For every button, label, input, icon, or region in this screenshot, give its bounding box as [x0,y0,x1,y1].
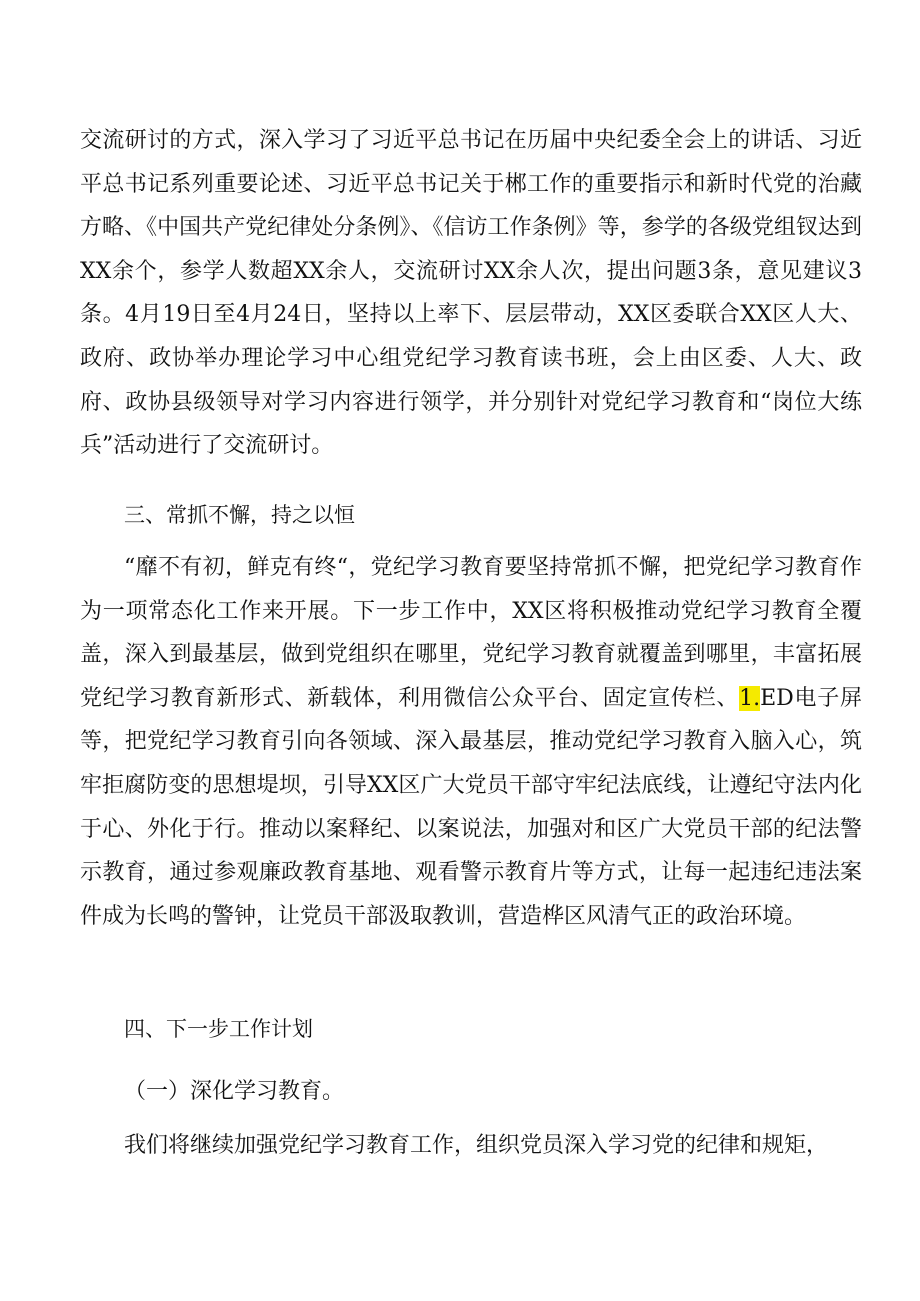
paragraph-deepen-study: 我们将继续加强党纪学习教育工作，组织党员深入学习党的纪律和规矩， [124,1133,829,1158]
section-heading-four: 四、下一步工作计划 [124,1017,313,1041]
section-heading-three: 三、常抓不懈，持之以恒 [124,503,355,527]
paragraph-study-activities: 交流研讨的方式，深入学习了习近平总书记在历届中央纪委全会上的讲话、习近平总书记系列重要论述、习近平总书记关于郴工作的重要指示和新时代党的治藏方略、《中国共产党纪律处分条例》、《信访工作条例》等，参学的各级党组钗达到XX余个，参学人数超XX余人，交流研讨XX余人次，提出问题3条，意见建议3条。4月19日至4月24日，坚持以上率下、层层带动，XX区委联合XX区人大、政府、政协举办理论学习中心组党纪学习教育读书班，会上由区委、人大、政府、政协县级领导对学习内容进行领学，并分别针对党纪学习教育和“岗位大练兵”活动进行了交流研讨。 [80,128,862,459]
paragraph-persistence-text-b: ED电子屏等，把党纪学习教育引向各领域、深入最基层，推动党纪学习教育入脑入心，筑牢拒腐防变的思想堤坝，引导XX区广大党员干部守牢纪法底线，让遵纪守法内化于心、外化于行。推动以案释纪、以案说法，加强对和区广大党员干部的纪法警示教育，通过参观廉政教育基地、观看警示教育片等方式，让每一起违纪违法案件成为长鸣的警钟，让党员干部汲取教训，营造桦区风清气正的政治环境。 [80,685,862,929]
paragraph-persistence-text-a: “靡不有初，鲜克有终“，党纪学习教育要坚持常抓不懈，把党纪学习教育作为一项常态化工作来开展。下一步工作中，XX区将积极推动党纪学习教育全覆盖，深入到最基层，做到党组织在哪里，党纪学习教育就覆盖到哪里，丰富拓展党纪学习教育新形式、新载体，利用微信公众平台、固定宣传栏、 [80,555,862,711]
paragraph-persistence [80,546,862,938]
highlighted-text: 1. [739,685,761,711]
subsection-heading-one: （一）深化学习教育。 [124,1079,345,1104]
